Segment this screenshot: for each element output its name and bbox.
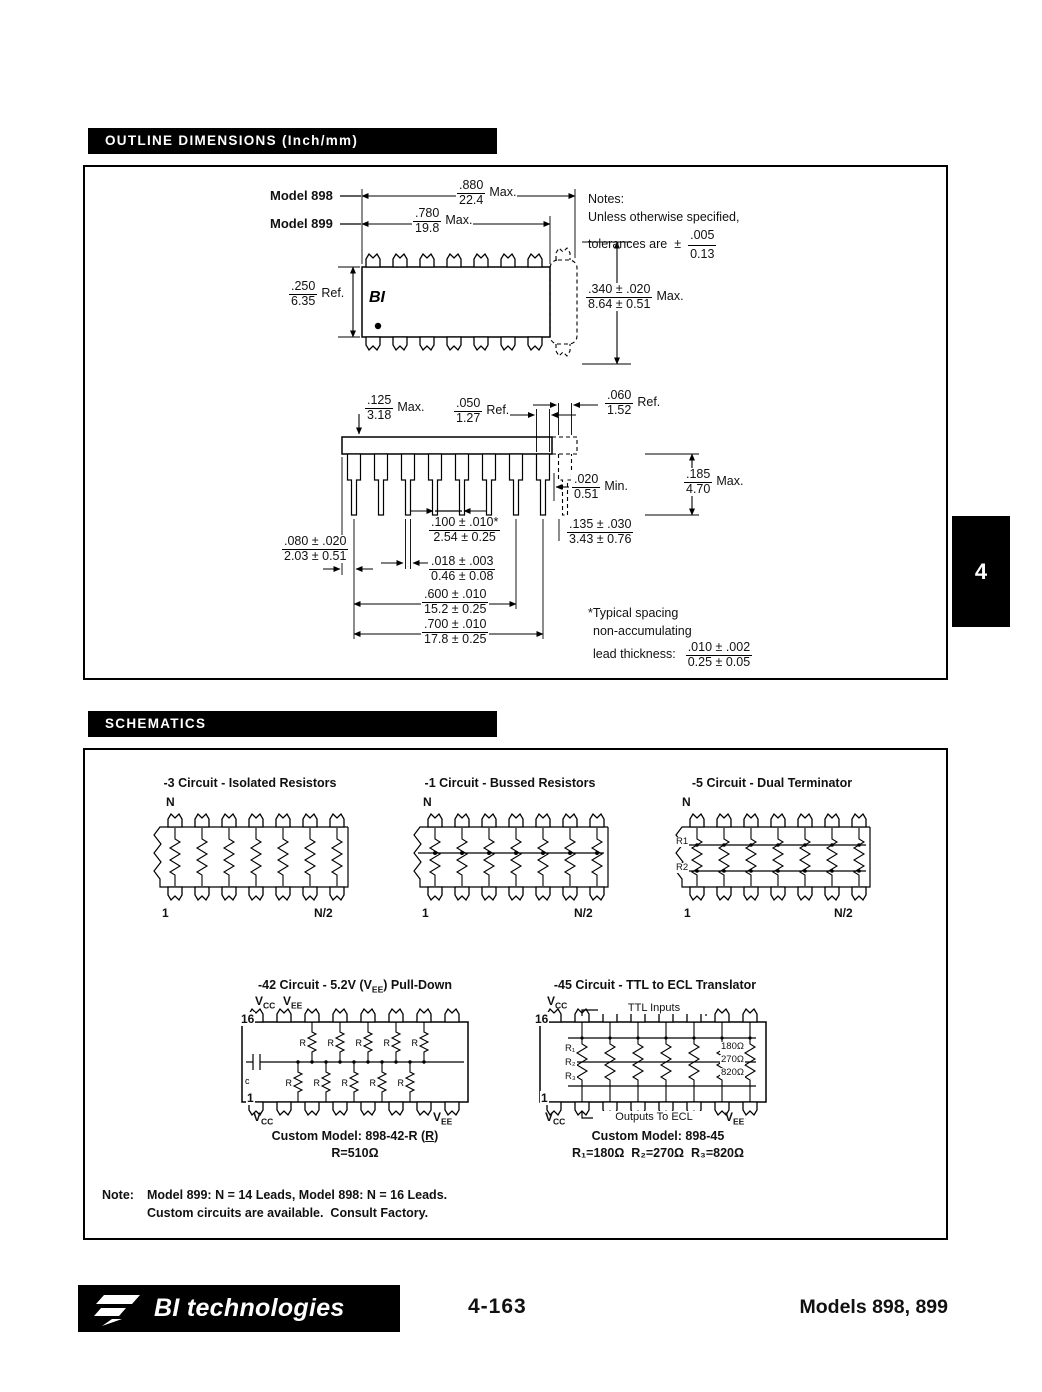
pin-16-label: 16: [241, 1012, 255, 1026]
notes-title: Notes:: [588, 192, 625, 206]
plus-minus-sign: ±: [674, 237, 682, 252]
extended-body-dashed: [550, 260, 577, 344]
ttl-inputs-label: TTL Inputs: [598, 1002, 710, 1014]
r2-value: 270Ω: [721, 1054, 744, 1065]
outputs-to-ecl-label: Outputs To ECL: [593, 1111, 715, 1123]
pulldown-custom-model: Custom Model: 898-42-R (R): [271, 1129, 439, 1143]
dim-700: $\frac{.700 \pm .010}{17.8 \pm 0.25}$: [421, 618, 489, 646]
isolated-schematic-diagram: [150, 809, 350, 905]
pin-1-label: 1: [247, 1091, 254, 1105]
note-label: Note:: [102, 1188, 134, 1202]
dim-250: $\frac{.250}{6.35}$ Ref.: [288, 280, 345, 308]
outline-drawing: [85, 167, 944, 676]
resistor-label: R: [285, 1078, 292, 1088]
resistor-label: R: [299, 1038, 306, 1048]
dim-080: $\frac{.080 \pm .020}{2.03 \pm 0.51}$: [281, 535, 349, 563]
dim-020: $\frac{.020}{0.51}$ Min.: [571, 473, 629, 501]
brand-logo-icon: [90, 1292, 144, 1326]
note-line-2: Custom circuits are available. Consult Factory.: [147, 1206, 429, 1220]
vcc-label-top: $V_{CC}$: [547, 994, 568, 1011]
dim-018: $\frac{.018 \pm .003}{0.46 \pm 0.08}$: [428, 555, 496, 583]
outline-dimensions-header: [88, 128, 497, 154]
dim-340: $\frac{.340 \pm .020}{8.64 \pm 0.51}$ Max.: [585, 283, 685, 311]
schematics-header-label: SCHEMATICS: [105, 716, 207, 731]
vcc-label-top: $V_{CC}$: [255, 994, 276, 1011]
dim-060: $\frac{.060}{1.52}$ Ref.: [604, 389, 661, 417]
pulldown-resistance-value: R=510Ω: [331, 1146, 379, 1160]
bussed-schematic-diagram: [410, 809, 610, 905]
schematics-panel: [83, 748, 948, 1240]
r3-label: R₃: [565, 1071, 576, 1082]
dual-terminator-schematic-diagram: [672, 809, 872, 905]
dual-terminator-schematic-title: -5 Circuit - Dual Terminator: [691, 776, 853, 790]
dim-600: $\frac{.600 \pm .010}{15.2 \pm 0.25}$: [421, 588, 489, 616]
vee-label-top: $V_{EE}$: [283, 994, 303, 1011]
pin-n2-label: N/2: [574, 906, 593, 920]
dim-100: $\frac{.100 \pm .010*}{2.54 \pm 0.25}$: [428, 516, 501, 544]
pulldown-schematic-diagram: [240, 1004, 470, 1127]
vcc-label-bottom: $V_{CC}$: [253, 1110, 274, 1127]
pin-1-label: 1: [422, 906, 429, 920]
isolated-schematic-title: -3 Circuit - Isolated Resistors: [163, 776, 337, 790]
resistor-label: R: [313, 1078, 320, 1088]
vee-label-bottom: $V_{EE}$: [433, 1110, 453, 1127]
r2-bus-label: R2: [676, 862, 689, 873]
model-898-label: Model 898: [270, 188, 333, 203]
section-index-tab: [952, 516, 1010, 627]
tolerance-row: tolerances are ± $\frac{.005}{0.13}$: [588, 228, 715, 261]
models-title: Models 898, 899: [799, 1296, 948, 1318]
pin-1-label: 1: [541, 1091, 548, 1105]
r2-label: R₂: [565, 1057, 576, 1068]
translator-custom-model: Custom Model: 898-45: [591, 1129, 725, 1143]
resistor-label: R: [411, 1038, 418, 1048]
lead-thickness-note: lead thickness: $\frac{.010 \pm .002}{0.25 \pm 0.05}$: [592, 641, 753, 669]
notes-block: [588, 191, 739, 263]
pin-1-label: 1: [684, 906, 691, 920]
dim-880: $\frac{.880}{22.4}$ Max.: [456, 179, 517, 207]
dim-185: $\frac{.185}{4.70}$ Max.: [683, 468, 744, 496]
pin-1-label: 1: [162, 906, 169, 920]
r1-bus-label: R1: [676, 836, 689, 847]
outline-dimensions-panel: [83, 165, 948, 680]
translator-resistance-values: R₁=180Ω R₂=270Ω R₃=820Ω: [571, 1146, 744, 1160]
resistor-label: R: [327, 1038, 334, 1048]
typical-spacing-note: *Typical spacing non-accumulating: [588, 606, 692, 639]
chip-logo: BI: [369, 289, 385, 306]
dim-050: $\frac{.050}{1.27}$ Ref.: [453, 397, 510, 425]
vee-label-bottom: $V_{EE}$: [725, 1110, 745, 1127]
schematics-header: [88, 711, 497, 737]
brand-logo-box: [78, 1285, 400, 1332]
pin1-index-dot: [375, 323, 381, 329]
bussed-schematic-title: -1 Circuit - Bussed Resistors: [424, 776, 596, 790]
vcc-label-bottom: $V_{CC}$: [545, 1110, 566, 1127]
resistor-label: R: [355, 1038, 362, 1048]
dim-780: $\frac{.780}{19.8}$ Max.: [412, 207, 473, 235]
capacitor-label: c: [245, 1076, 250, 1086]
note-line-1: Model 899: N = 14 Leads, Model 898: N = 16 Leads.: [147, 1188, 448, 1202]
notes-line: Unless otherwise specified,: [588, 209, 740, 224]
pin-16-label: 16: [535, 1012, 549, 1026]
pin-n2-label: N/2: [314, 906, 333, 920]
brand-name: BI technologies: [154, 1294, 345, 1322]
section-index-number: 4: [974, 558, 988, 584]
pin-n-label: N: [682, 795, 691, 809]
pulldown-schematic-title: -42 Circuit - 5.2V $(V_{EE})$ Pull-Down: [257, 978, 453, 995]
resistor-label: R: [369, 1078, 376, 1088]
pin-n2-label: N/2: [834, 906, 853, 920]
dim-135: $\frac{.135 \pm .030}{3.43 \pm 0.76}$: [566, 518, 634, 546]
r1-label: R₁: [565, 1043, 576, 1054]
model-899-label: Model 899: [270, 216, 333, 231]
dim-125: $\frac{.125}{3.18}$ Max.: [364, 394, 425, 422]
page-number: 4-163: [468, 1295, 527, 1318]
pin-n-label: N: [423, 795, 432, 809]
pin-n-label: N: [166, 795, 175, 809]
translator-schematic-title: -45 Circuit - TTL to ECL Translator: [553, 978, 757, 992]
resistor-label: R: [383, 1038, 390, 1048]
outline-dimensions-header-label: OUTLINE DIMENSIONS (Inch/mm): [105, 133, 359, 148]
resistor-label: R: [397, 1078, 404, 1088]
r3-value: 820Ω: [721, 1067, 744, 1078]
resistor-label: R: [341, 1078, 348, 1088]
r1-value: 180Ω: [721, 1041, 744, 1052]
